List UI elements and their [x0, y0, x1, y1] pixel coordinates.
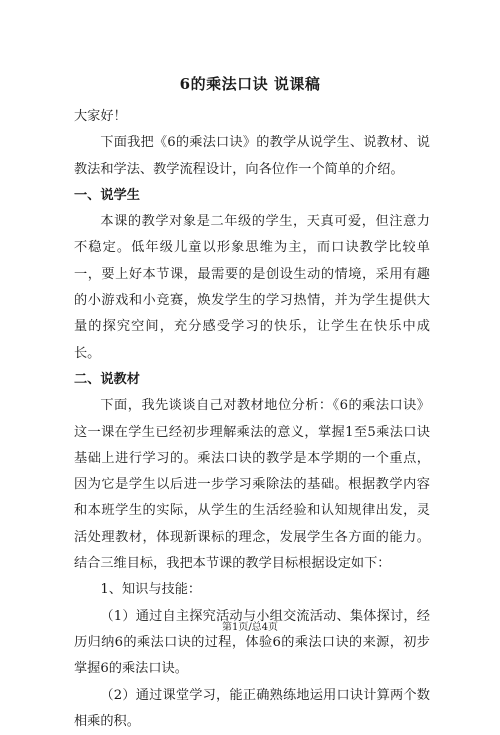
section-heading-materials: 二、说教材 — [74, 371, 140, 387]
greeting-text: 大家好！ — [74, 109, 127, 124]
goal-item-2: （2）通过课堂学习，能正确熟练地运用口诀计算两个数相乘的积。 — [74, 687, 430, 729]
intro-paragraph: 下面我把《6的乘法口诀》的教学从说学生、说教材、说教法和学法、教学流程设计，向各位作一个简单的介绍。 — [74, 135, 430, 177]
document-title: 6的乘法口诀 说课稿 — [179, 75, 321, 93]
materials-paragraph: 下面，我先谈谈自己对教材地位分析：《6的乘法口诀》这一课在学生已经初步理解乘法的意义，掌握1至5乘法口诀基础上进行学习的。乘法口诀的教学是本学期的一个重点，因为它是学生以后进一步学习乘除法的基础。根据教学内容和本班学生的实际，从学生的生活经验和认知规律出发，灵活处理教材，体现新课标的理念，发展学生各方面的能力。结合三维目标，我把本节课的教学目标根据设定如下： — [74, 398, 430, 572]
page-number: 第1页/总4页 — [221, 622, 279, 633]
goal-label: 1、知识与技能： — [100, 582, 202, 598]
document-body — [74, 104, 430, 735]
section-heading-students: 一、说学生 — [74, 187, 140, 203]
students-paragraph: 本课的教学对象是二年级的学生，天真可爱，但注意力不稳定。低年级儿童以形象思维为主，而口诀教学比较单一，要上好本节课，最需要的是创设生动的情境，采用有趣的小游戏和小竞赛，焕发学生的学习热情，并为学生提供大量的探究空间，充分感受学习的快乐，让学生在快乐中成长。 — [74, 214, 430, 361]
goal-item-1: （1）通过自主探究活动与小组交流活动、集体探讨，经历归纳6的乘法口诀的过程，体验6的乘法口诀的来源，初步掌握6的乘法口诀。 — [74, 608, 430, 677]
